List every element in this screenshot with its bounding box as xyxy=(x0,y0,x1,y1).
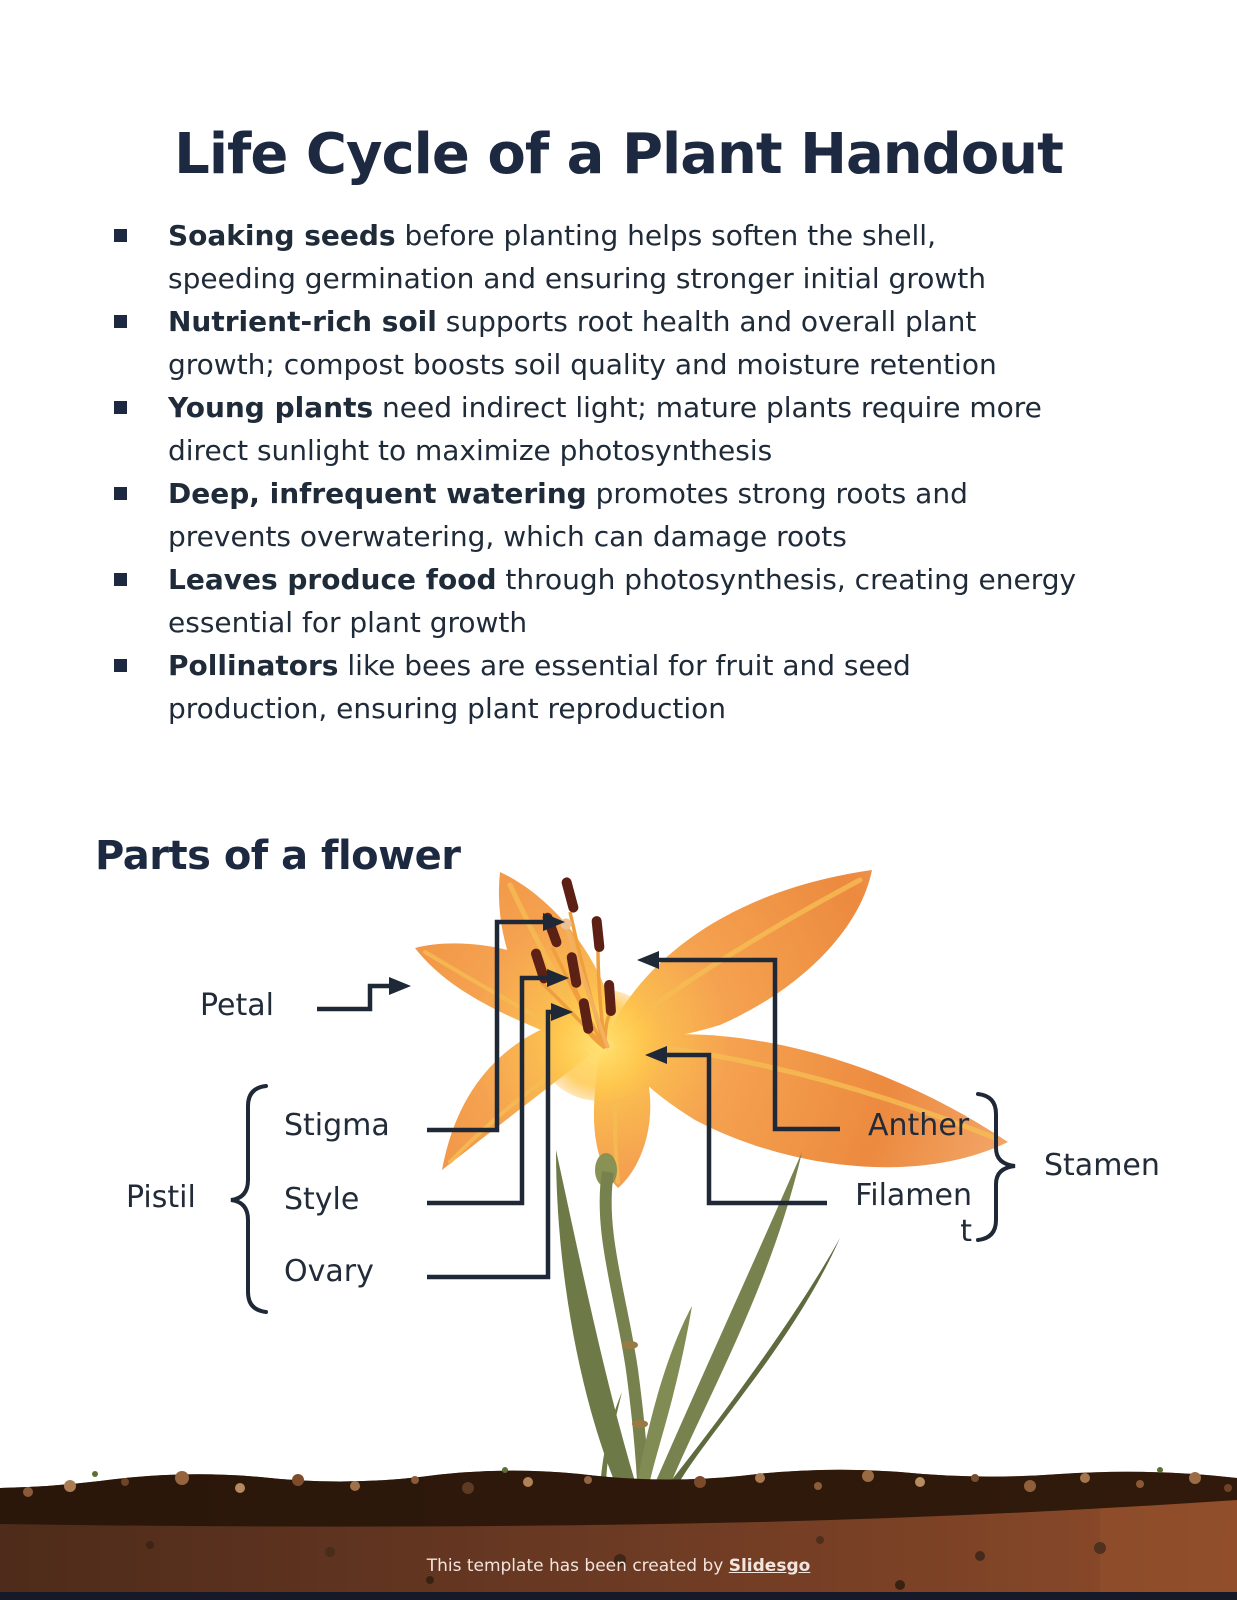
bullet-text: like bees are essential for fruit and seed xyxy=(338,649,911,682)
label-pistil: Pistil xyxy=(126,1180,196,1215)
label-style: Style xyxy=(284,1182,360,1217)
bullet-text: direct sunlight to maximize photosynthesis xyxy=(168,434,773,467)
stamen-brace xyxy=(978,1094,1015,1240)
leaf-shape xyxy=(636,1306,692,1490)
label-stamen: Stamen xyxy=(1044,1148,1160,1183)
bullet-text: growth; compost boosts soil quality and moisture retention xyxy=(168,348,997,381)
stigma-tip xyxy=(561,919,572,930)
bullet-bold-text: Young plants xyxy=(168,391,374,424)
petal-connector-line xyxy=(317,986,390,1009)
bullet-bold-text: Nutrient-rich soil xyxy=(168,305,437,338)
bullet-bold-text: Leaves produce food xyxy=(168,563,497,596)
page-title: Life Cycle of a Plant Handout xyxy=(174,121,1063,187)
bullet-text: production, ensuring plant reproduction xyxy=(168,692,726,725)
footer-credit xyxy=(0,1556,1237,1576)
bullet-text: need indirect light; mature plants require more xyxy=(373,391,1042,424)
bullet-bold-text: Soaking seeds xyxy=(168,219,396,252)
bullet-bold-text: Pollinators xyxy=(168,649,339,682)
bullet-text: essential for plant growth xyxy=(168,606,528,639)
bullet-text: promotes strong roots and xyxy=(586,477,968,510)
stem-node xyxy=(632,1420,648,1428)
footer-credit-text: This template has been created by xyxy=(426,1556,729,1576)
pistil-brace xyxy=(231,1086,266,1312)
bullet-text: supports root health and overall plant xyxy=(436,305,977,338)
bullet-text: prevents overwatering, which can damage roots xyxy=(168,520,847,553)
label-stigma: Stigma xyxy=(284,1108,390,1143)
section-heading: Parts of a flower xyxy=(95,833,461,880)
bullet-bold-text: Deep, infrequent watering xyxy=(168,477,587,510)
label-petal: Petal xyxy=(200,988,274,1023)
stem-node xyxy=(622,1341,638,1349)
slidesgo-link[interactable]: Slidesgo xyxy=(728,1556,811,1576)
bullet-text: speeding germination and ensuring stronger initial growth xyxy=(168,262,986,295)
soil-group xyxy=(0,1467,1237,1600)
bottom-bar xyxy=(0,1592,1237,1600)
label-ovary: Ovary xyxy=(284,1254,374,1289)
label-anther: Anther xyxy=(868,1108,970,1143)
label-filament: Filament xyxy=(855,1178,972,1249)
bullet-text: before planting helps soften the shell, xyxy=(395,219,936,252)
bullet-text: through photosynthesis, creating energy xyxy=(496,563,1077,596)
